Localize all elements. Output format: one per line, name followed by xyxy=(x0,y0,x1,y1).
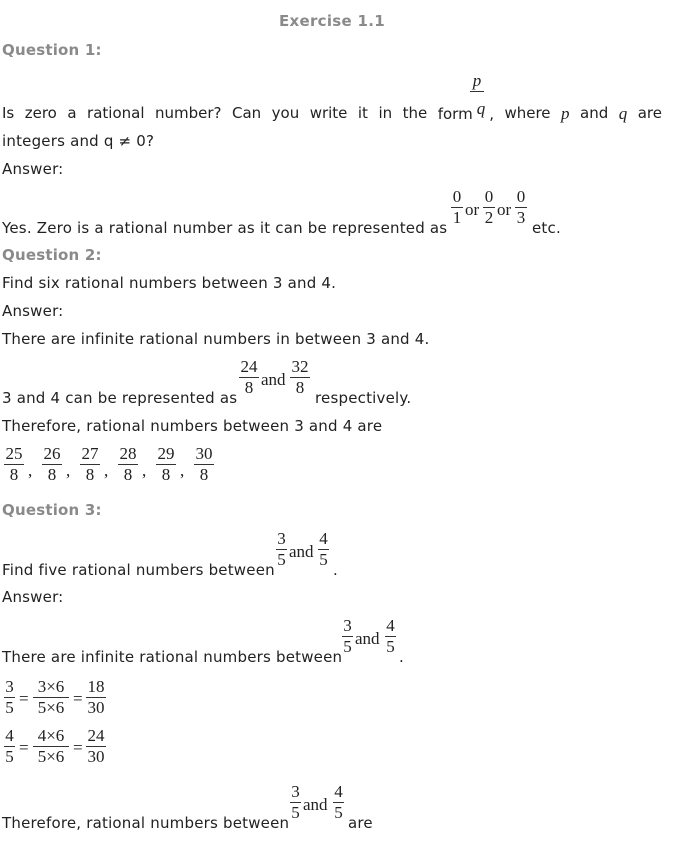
fraction-3-over-5 xyxy=(276,530,287,569)
question-3-answer-line-1: There are infinite rational numbers between xyxy=(2,648,343,666)
or-word: or xyxy=(497,200,512,219)
fraction-denominator-q: q xyxy=(476,99,486,118)
represented-prefix: 3 and 4 can be represented as xyxy=(2,389,238,407)
word: it xyxy=(357,104,368,122)
fraction-denominator: 5 xyxy=(319,550,328,569)
fraction-numerator: 4×6 xyxy=(37,726,65,745)
word: number? xyxy=(154,104,222,122)
fraction-denominator: 5 xyxy=(277,550,286,569)
fraction-bar xyxy=(470,91,484,92)
fraction-numerator: 3×6 xyxy=(37,677,65,696)
period: . xyxy=(333,561,338,579)
fraction-denominator: 5×6 xyxy=(37,747,65,766)
fraction-numerator: 0 xyxy=(516,187,526,206)
fraction-denominator: 8 xyxy=(123,465,133,484)
comma: , xyxy=(180,461,185,480)
fraction-numerator: p xyxy=(472,71,482,90)
word xyxy=(437,99,494,124)
question-1-answer-label: Answer: xyxy=(2,160,64,178)
fraction-28-over-8 xyxy=(118,445,138,484)
question-3-heading: Question 3: xyxy=(2,501,102,519)
fraction-denominator: 5 xyxy=(334,803,343,822)
variable-q: q xyxy=(618,104,628,123)
and-word: and xyxy=(303,795,328,814)
fraction-denominator: 1 xyxy=(452,208,462,227)
fraction-denominator: 30 xyxy=(87,747,105,766)
word: are xyxy=(637,104,662,122)
and-word: and xyxy=(261,370,286,389)
fraction-denominator: 3 xyxy=(516,208,526,227)
fraction-numerator: 0 xyxy=(452,187,462,206)
comma: , xyxy=(104,461,109,480)
fraction-denominator: 8 xyxy=(295,378,305,397)
eq2-rhs-fraction xyxy=(86,727,106,766)
equals-sign: = xyxy=(73,689,83,708)
question-1-text-line-1 xyxy=(2,99,662,124)
fraction-denominator: 30 xyxy=(87,698,105,717)
fraction-numerator: 24 xyxy=(87,726,105,745)
comma: , xyxy=(142,461,147,480)
fraction-denominator: 8 xyxy=(85,465,95,484)
fraction-32-over-8 xyxy=(290,358,310,397)
eq2-middle-fraction xyxy=(33,727,69,766)
fraction-3-over-5 xyxy=(342,617,353,656)
question-3-therefore-line: Therefore, rational numbers between xyxy=(2,814,290,832)
and-word: and xyxy=(289,542,314,561)
equals-sign: = xyxy=(19,738,29,757)
fraction-numerator: 27 xyxy=(81,444,99,463)
word: rational xyxy=(87,104,145,122)
fraction-numerator: 4 xyxy=(386,616,395,635)
word: write xyxy=(309,104,348,122)
question-1-text-line-2: integers and q ≠ 0? xyxy=(2,132,155,150)
comma: , xyxy=(66,461,71,480)
fraction-numerator: 3 xyxy=(343,616,352,635)
fraction-24-over-8 xyxy=(239,358,259,397)
fraction-numerator: 3 xyxy=(291,782,300,801)
question-2-heading: Question 2: xyxy=(2,246,102,264)
fraction-denominator: 5 xyxy=(5,747,14,766)
fraction-4-over-5 xyxy=(318,530,329,569)
question-1-answer-text: Yes. Zero is a rational number as it can be represented as xyxy=(2,219,448,237)
fraction-numerator: 0 xyxy=(484,187,494,206)
fraction-numerator: 18 xyxy=(87,677,105,696)
question-2-answer-line-1: There are infinite rational numbers in between 3 and 4. xyxy=(2,330,430,348)
word: you xyxy=(271,104,300,122)
are-word: are xyxy=(348,814,373,832)
therefore-line: Therefore, rational numbers between 3 and 4 are xyxy=(2,417,383,435)
fraction-3-over-5 xyxy=(290,783,301,822)
fraction-denominator: 5 xyxy=(343,637,352,656)
fraction-denominator: 5 xyxy=(291,803,300,822)
fraction-denominator: 5 xyxy=(386,637,395,656)
fraction-denominator: 5×6 xyxy=(37,698,65,717)
fraction-0-over-2 xyxy=(483,188,495,227)
eq2-lhs-fraction xyxy=(4,727,15,766)
word: a xyxy=(67,104,77,122)
question-3-text: Find five rational numbers between xyxy=(2,561,275,579)
fraction-denominator: 2 xyxy=(484,208,494,227)
fraction-numerator: 4 xyxy=(334,782,343,801)
eq1-middle-fraction xyxy=(33,678,69,717)
fraction-numerator: 28 xyxy=(119,444,137,463)
eq1-rhs-fraction xyxy=(86,678,106,717)
fraction-denominator: 8 xyxy=(199,465,209,484)
word-form: form xyxy=(437,105,473,123)
fraction-4-over-5 xyxy=(385,617,396,656)
word: Can xyxy=(231,104,262,122)
fraction-numerator: 24 xyxy=(240,357,258,376)
fraction-numerator: 4 xyxy=(319,529,328,548)
fraction-denominator: 5 xyxy=(5,698,14,717)
eq1-lhs-fraction xyxy=(4,678,15,717)
period: . xyxy=(399,648,404,666)
equals-sign: = xyxy=(73,738,83,757)
fraction-denominator: 8 xyxy=(244,378,254,397)
fraction-numerator: 4 xyxy=(5,726,14,745)
fraction-numerator: 3 xyxy=(277,529,286,548)
word: where xyxy=(504,104,551,122)
fraction-numerator: 26 xyxy=(43,444,61,463)
comma: , xyxy=(28,461,33,480)
fraction-numerator: 30 xyxy=(195,444,213,463)
fraction-numerator: 29 xyxy=(157,444,175,463)
question-2-answer-label: Answer: xyxy=(2,302,64,320)
question-2-text: Find six rational numbers between 3 and 4. xyxy=(2,274,337,292)
word: the xyxy=(402,104,428,122)
or-word: or xyxy=(465,200,480,219)
fraction-denominator: 8 xyxy=(161,465,171,484)
comma: , xyxy=(489,105,494,123)
word: and xyxy=(580,104,609,122)
word: zero xyxy=(24,104,57,122)
question-1-heading: Question 1: xyxy=(2,41,102,59)
fraction-27-over-8 xyxy=(80,445,100,484)
equals-sign: = xyxy=(19,689,29,708)
fraction-numerator: 32 xyxy=(291,357,309,376)
exercise-title: Exercise 1.1 xyxy=(278,12,386,30)
word: Is xyxy=(2,104,15,122)
fraction-0-over-1 xyxy=(451,188,463,227)
etc-text: etc. xyxy=(532,219,561,237)
fraction-numerator: 25 xyxy=(5,444,23,463)
fraction-4-over-5 xyxy=(333,783,344,822)
question-3-answer-label: Answer: xyxy=(2,588,64,606)
and-word: and xyxy=(355,629,380,648)
fraction-29-over-8 xyxy=(156,445,176,484)
fraction-p-over-q xyxy=(470,72,484,93)
fraction-numerator: 3 xyxy=(5,677,14,696)
fraction-0-over-3 xyxy=(515,188,527,227)
fraction-26-over-8 xyxy=(42,445,62,484)
word: in xyxy=(378,104,393,122)
fraction-denominator: 8 xyxy=(47,465,57,484)
respectively-text: respectively. xyxy=(315,389,412,407)
fraction-denominator: 8 xyxy=(9,465,19,484)
fraction-25-over-8 xyxy=(4,445,24,484)
fraction-30-over-8 xyxy=(194,445,214,484)
variable-p: p xyxy=(561,104,570,123)
